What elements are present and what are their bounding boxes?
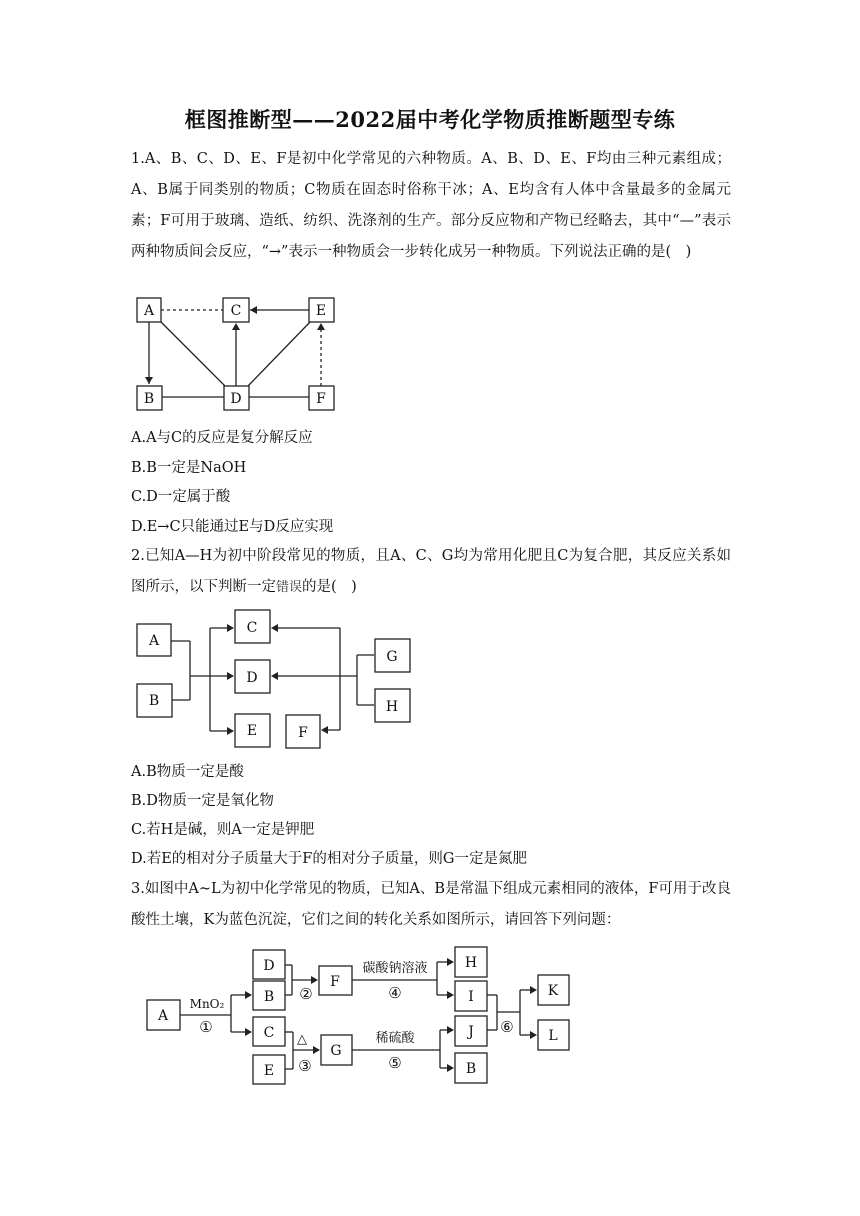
q3-step6-label: ⑥ bbox=[500, 1018, 514, 1036]
q1-label-b: B bbox=[143, 391, 155, 407]
q2-label-e: E bbox=[246, 723, 258, 739]
q2-label-g: G bbox=[386, 649, 398, 665]
q3-heat-label: △ bbox=[297, 1032, 307, 1047]
q3-reagent4-label: 碳酸钠溶液 bbox=[362, 961, 428, 976]
q3-label-h: H bbox=[464, 955, 478, 971]
q1-option-d: D.E→C只能通过E与D反应实现 bbox=[131, 519, 334, 535]
q2-label-b: B bbox=[148, 693, 160, 709]
q3-label-e: E bbox=[263, 1063, 275, 1079]
q3-label-d: D bbox=[263, 958, 275, 974]
q3-label-g: G bbox=[330, 1043, 342, 1059]
q3-catalyst-label: MnO₂ bbox=[189, 997, 225, 1011]
q3-step2-label: ② bbox=[299, 985, 313, 1003]
q3-label-c: C bbox=[263, 1025, 275, 1041]
q2-stem-before: 2.已知A—H为初中阶段常见的物质，且A、C、G均为常用化肥且C为复合肥，其反应关系如图所示，以下判断一定 bbox=[131, 548, 731, 595]
q3-stem: 3.如图中A~L为初中化学常见的物质，已知A、B是常温下组成元素相同的液体，F可用于改良酸性土壤，K为蓝色沉淀，它们之间的转化关系如图所示，请回答下列问题： bbox=[131, 881, 731, 928]
q3-step4-label: ④ bbox=[388, 984, 402, 1002]
page-title: 框图推断型——2022届中考化学物质推断题型专练 bbox=[184, 107, 676, 132]
q2-label-a: A bbox=[148, 633, 160, 649]
q3-label-b2: B bbox=[465, 1061, 477, 1077]
q3-label-l: L bbox=[548, 1028, 558, 1044]
q3-step1-label: ① bbox=[199, 1018, 213, 1036]
q1-option-b: B.B一定是NaOH bbox=[131, 460, 247, 476]
q3-label-k: K bbox=[547, 983, 559, 999]
q2-option-a: A.B物质一定是酸 bbox=[131, 764, 244, 780]
q2-label-f: F bbox=[298, 725, 308, 741]
q1-label-f: F bbox=[316, 391, 326, 407]
q2-label-d: D bbox=[246, 670, 258, 686]
q1-option-c: C.D一定属于酸 bbox=[131, 489, 231, 505]
q3-label-j: J bbox=[468, 1024, 474, 1040]
q1-label-a: A bbox=[143, 303, 155, 319]
q1-label-d: D bbox=[230, 391, 242, 407]
q1-label-c: C bbox=[230, 303, 242, 319]
q3-reagent5-label: 稀硫酸 bbox=[375, 1031, 415, 1046]
q2-stem-emphasis: 错误 bbox=[276, 580, 303, 595]
q3-label-f: F bbox=[330, 974, 340, 990]
q3-step5-label: ⑤ bbox=[388, 1054, 402, 1072]
q2-option-b: B.D物质一定是氧化物 bbox=[131, 793, 274, 809]
q2-option-d: D.若E的相对分子质量大于F的相对分子质量，则G一定是氮肥 bbox=[131, 851, 527, 867]
q2-label-c: C bbox=[246, 620, 258, 636]
q2-label-h: H bbox=[385, 699, 399, 715]
q1-label-e: E bbox=[315, 303, 327, 319]
q3-label-a: A bbox=[157, 1008, 169, 1024]
q2-stem-after: 的是( ) bbox=[302, 579, 357, 595]
q1-stem: 1.A、B、C、D、E、F是初中化学常见的六种物质。A、B、D、E、F均由三种元素组成；A、B属于同类别的物质；C物质在固态时俗称干冰；A、E均含有人体中含量最多的金属元素；F可用于玻璃、造纸、纺织、洗涤剂的生产。部分反应物和产物已经略去，其中“—”表示两种物质间会反应，“→”表示一种物质会一步转化成另一种物质。下列说法正确的是( ) bbox=[131, 151, 731, 260]
q2-option-c: C.若H是碱，则A一定是钾肥 bbox=[131, 822, 315, 838]
q1-option-a: A.A与C的反应是复分解反应 bbox=[131, 430, 313, 446]
q3-step3-label: ③ bbox=[298, 1057, 312, 1075]
q3-label-i: I bbox=[468, 989, 474, 1005]
q3-label-b: B bbox=[263, 989, 275, 1005]
